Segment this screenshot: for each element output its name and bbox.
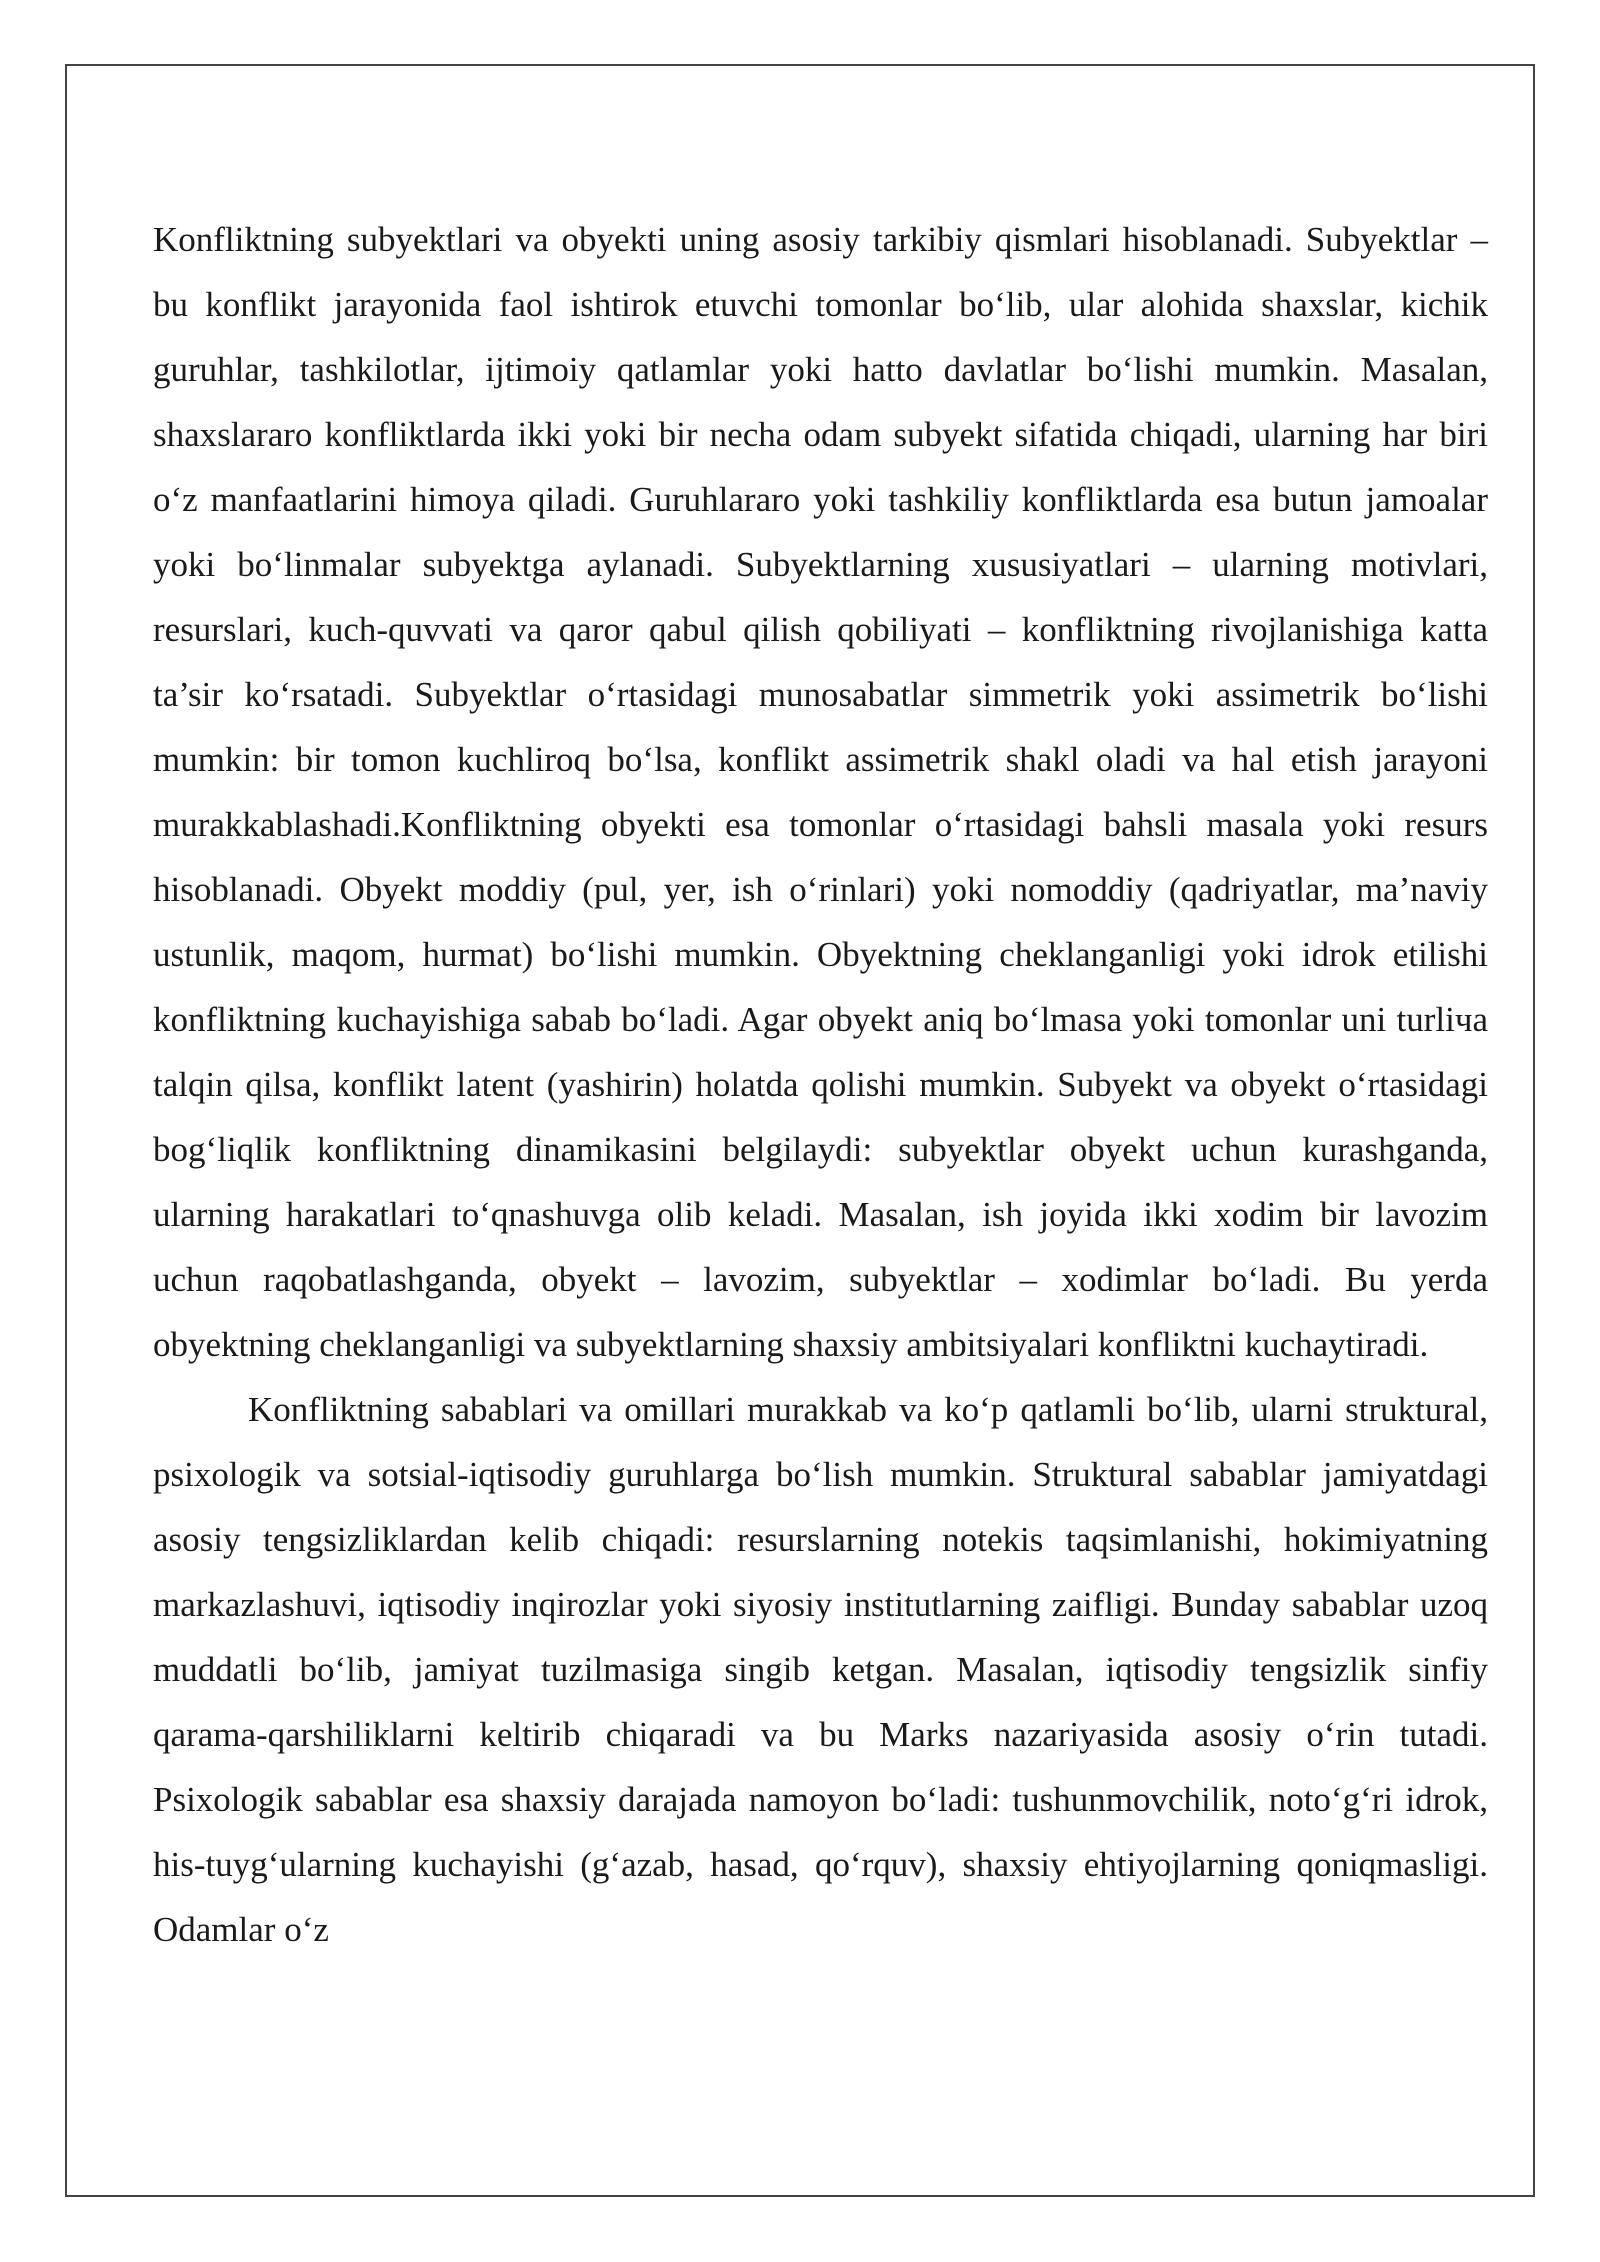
paragraph-2: Konfliktning sabablari va omillari murakkab va ko‘p qatlamli bo‘lib, ularni struktural, psixologik va sotsial-iqtisodiy guruhlarga bo‘lish mumkin. Struktural sabablar jamiyatdagi asosiy tengsizliklardan kelib chiqadi: resurslarning notekis taqsimlanishi, hokimiyatning markazlashuvi, iqtisodiy inqirozlar yoki siyosiy institutlarning zaifligi. Bunday sabablar uzoq muddatli bo‘lib, jamiyat tuzilmasiga singib ketgan. Masalan, iqtisodiy tengsizlik sinfiy qarama-qarshiliklarni keltirib chiqaradi va bu Marks nazariyasida asosiy o‘rin tutadi. Psixologik sabablar esa shaxsiy darajada namoyon bo‘ladi: tushunmovchilik, noto‘g‘ri idrok, his-tuyg‘ularning kuchayishi (g‘azab, hasad, qo‘rquv), shaxsiy ehtiyojlarning qoniqmasligi. Odamlar o‘z xyxy=(153,1390,1488,1949)
paragraph-1: Konfliktning subyektlari va obyekti uning asosiy tarkibiy qismlari hisoblanadi. Subyektlar – bu konflikt jarayonida faol ishtirok etuvchi tomonlar bo‘lib, ular alohida shaxslar, kichik guruhlar, tashkilotlar, ijtimoiy qatlamlar yoki hatto davlatlar bo‘lishi mumkin. Masalan, shaxslararo konfliktlarda ikki yoki bir necha odam subyekt sifatida chiqadi, ularning har biri o‘z manfaatlarini himoya qiladi. Guruhlararo yoki tashkiliy konfliktlarda esa butun jamoalar yoki bo‘linmalar subyektga aylanadi. Subyektlarning xususiyatlari – ularning motivlari, resurslari, kuch-quvvati va qaror qabul qilish qobiliyati – konfliktning rivojlanishiga katta ta’sir ko‘rsatadi. Subyektlar o‘rtasidagi munosabatlar simmetrik yoki assimetrik bo‘lishi mumkin: bir tomon kuchliroq bo‘lsa, konflikt assimetrik shakl oladi va hal etish jarayoni murakkablashadi.Konfliktning obyekti esa tomonlar o‘rtasidagi bahsli masala yoki resurs hisoblanadi. Obyekt moddiy (pul, yer, ish o‘rinlari) yoki nomoddiy (qadriyatlar, ma’naviy ustunlik, maqom, hurmat) bo‘lishi mumkin. Obyektning cheklanganligi yoki idrok etilishi konfliktning kuchayishiga sabab bo‘ladi. Agar obyekt aniq bo‘lmasa yoki tomonlar uni turliча talqin qilsa, konflikt latent (yashirin) holatda qolishi mumkin. Subyekt va obyekt o‘rtasidagi bog‘liqlik konfliktning dinamikasini belgilaydi: subyektlar obyekt uchun kurashganda, ularning harakatlari to‘qnashuvga olib keladi. Masalan, ish joyida ikki xodim bir lavozim uchun raqobatlashganda, obyekt – lavozim, subyektlar – xodimlar bo‘ladi. Bu yerda obyektning cheklanganligi va subyektlarning shaxsiy ambitsiyalari konfliktni kuchaytiradi. xyxy=(153,220,1488,1364)
document-body xyxy=(153,207,1488,1962)
